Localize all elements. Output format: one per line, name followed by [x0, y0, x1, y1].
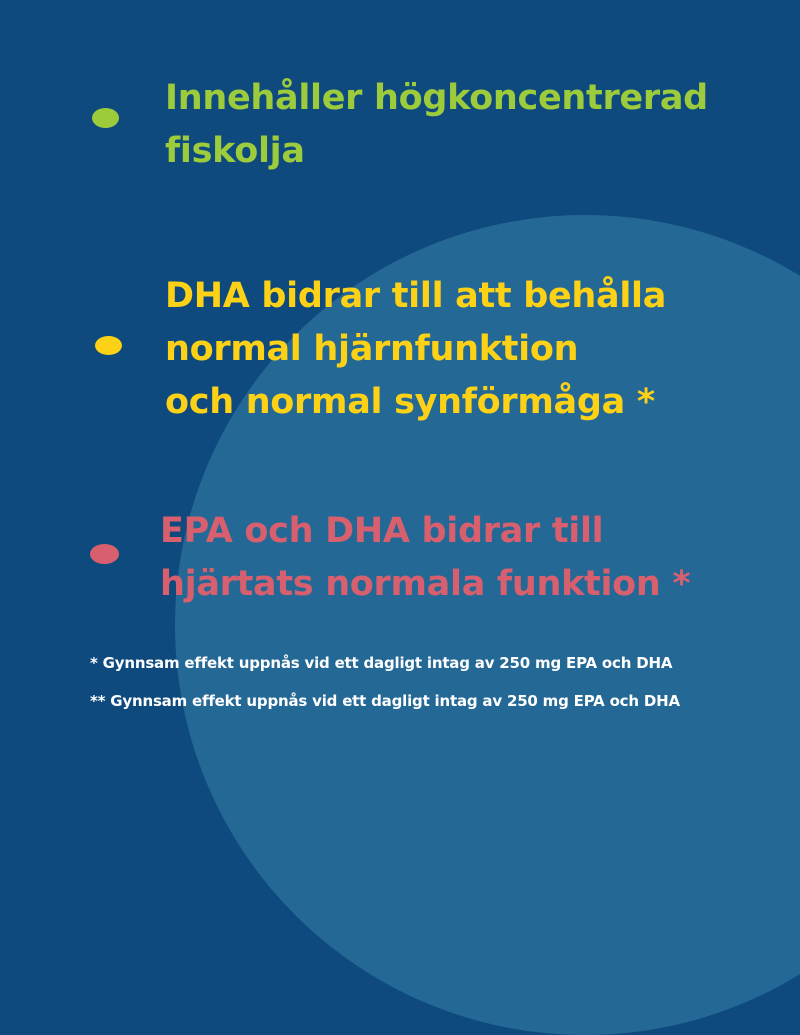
- footnote-2: ** Gynnsam effekt uppnås vid ett dagligt intag av 250 mg EPA och DHA: [90, 692, 680, 710]
- claim-fish-oil-line-1: Innehåller högkoncentrerad: [165, 78, 708, 118]
- claim-fish-oil-line-2: fiskolja: [165, 131, 305, 171]
- claim-epa-dha-line-2: hjärtats normala funktion *: [160, 564, 691, 604]
- footnote-1: * Gynnsam effekt uppnås vid ett dagligt intag av 250 mg EPA och DHA: [90, 654, 673, 672]
- pink-bullet-dot: [90, 544, 119, 564]
- claim-dha-line-3: och normal synförmåga *: [165, 382, 655, 422]
- claim-dha-line-2: normal hjärnfunktion: [165, 329, 579, 369]
- claim-epa-dha-heart: [160, 505, 690, 611]
- claim-fish-oil: [165, 72, 708, 178]
- claim-epa-dha-line-1: EPA och DHA bidrar till: [160, 511, 604, 551]
- green-bullet-dot: [92, 108, 119, 128]
- claim-dha-brain-vision: [165, 270, 666, 429]
- yellow-bullet-dot: [95, 336, 122, 355]
- claim-dha-line-1: DHA bidrar till att behålla: [165, 276, 667, 316]
